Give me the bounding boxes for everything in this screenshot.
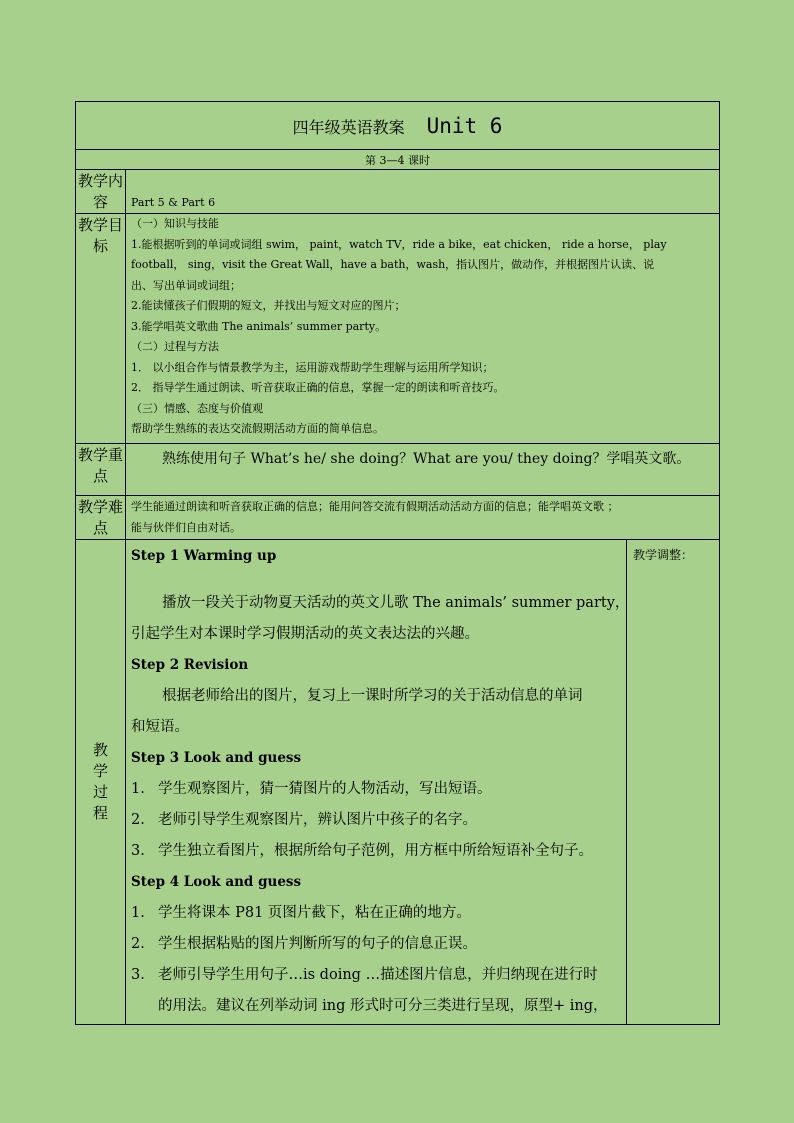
title-row xyxy=(76,102,720,150)
difficulties-line: 能与伙伴们自由对话。 xyxy=(131,520,241,534)
step3-item xyxy=(131,774,626,805)
process-label-text: 教学过程 xyxy=(93,741,109,822)
step1-title: Step 1 Warming up xyxy=(131,548,277,564)
item-number: 2. xyxy=(131,812,145,828)
step2-title: Step 2 Revision xyxy=(131,657,249,673)
step4-item xyxy=(131,960,626,991)
key-points-text xyxy=(126,444,720,496)
lesson-plan-table xyxy=(75,101,720,1025)
item-text: 学生独立看图片，根据所给句子范例，用方框中所给短语补全句子。 xyxy=(158,843,593,859)
title-cell xyxy=(76,102,720,150)
key-points-sentence: 熟练使用句子 What’s he/ she doing？What are you/ they doing？学唱英文歌。 xyxy=(162,451,691,467)
step3-item xyxy=(131,805,626,836)
step3-title: Step 3 Look and guess xyxy=(131,750,302,766)
item-number: 3. xyxy=(131,967,145,983)
objectives-line: 帮助学生熟练的表达交流假期活动方面的简单信息。 xyxy=(131,422,384,435)
process-label xyxy=(76,540,126,1025)
step4-item-continued: 的用法。建议在列举动词 ing 形式时可分三类进行呈现，原型+ ing， xyxy=(158,998,608,1014)
item-text: 学生将课本 P81 页图片截下，粘在正确的地方。 xyxy=(158,905,471,921)
difficulties-row xyxy=(76,496,720,540)
item-number: 3. xyxy=(131,843,145,859)
objectives-line: （二）过程与方法 xyxy=(131,340,219,353)
step1-text: 播放一段关于动物夏天活动的英文儿歌 The animals’ summer party， xyxy=(162,595,630,611)
page-title: 四年级英语教案 xyxy=(292,117,405,137)
objectives-line: 2.能读懂孩子们假期的短文，并找出与短文对应的图片； xyxy=(131,299,406,312)
objectives-line: 2． 指导学生通过朗读、听音获取正确的信息，掌握一定的朗读和听音技巧。 xyxy=(131,381,505,394)
item-number: 1. xyxy=(131,905,145,921)
process-row xyxy=(76,540,720,1025)
item-text: 学生观察图片，猜一猜图片的人物活动，写出短语。 xyxy=(158,781,492,797)
step4-item xyxy=(131,929,626,960)
content-text: Part 5 & Part 6 xyxy=(126,170,720,214)
step2-text: 和短语。 xyxy=(131,719,189,735)
adjust-label: 教学调整： xyxy=(633,548,694,562)
step4-title: Step 4 Look and guess xyxy=(131,874,302,890)
step3-item xyxy=(131,836,626,867)
content-label: 教学内容 xyxy=(76,170,126,214)
unit-label: Unit 6 xyxy=(426,113,503,138)
process-content xyxy=(126,540,630,1025)
step4-item xyxy=(131,898,626,929)
difficulties-label: 教学难点 xyxy=(76,496,126,540)
objectives-line: 3.能学唱英文歌曲 The animals’ summer party。 xyxy=(131,319,387,333)
adjust-column xyxy=(627,540,720,1025)
item-text: 学生根据粘贴的图片判断所写的句子的信息正误。 xyxy=(158,936,477,952)
period-row xyxy=(76,150,720,170)
key-points-row xyxy=(76,444,720,496)
item-number: 2. xyxy=(131,936,145,952)
content-row xyxy=(76,170,720,214)
objectives-line: 1． 以小组合作与情景教学为主，运用游戏帮助学生理解与运用所学知识； xyxy=(131,360,494,374)
objectives-label: 教学目标 xyxy=(76,214,126,444)
objectives-line: （三）情感、态度与价值观 xyxy=(131,401,263,415)
item-number: 1. xyxy=(131,781,145,797)
objectives-line: football， sing，visit the Great Wall，have a bath，wash，指认图片，做动作，并根据图片认读、说 xyxy=(131,258,655,271)
step1-text: 引起学生对本课时学习假期活动的英文表达法的兴趣。 xyxy=(131,626,479,642)
difficulties-text xyxy=(126,496,720,540)
item-text: 老师引导学生观察图片，辨认图片中孩子的名字。 xyxy=(158,812,477,828)
key-points-label: 教学重点 xyxy=(76,444,126,496)
objectives-line: 出、写出单词或词组； xyxy=(131,278,241,292)
difficulties-line: 学生能通过朗读和听音获取正确的信息；能用问答交流有假期活动活动方面的信息；能学唱英文歌 ； xyxy=(131,500,619,513)
objectives-text xyxy=(126,214,720,444)
step2-text: 根据老师给出的图片，复习上一课时所学习的关于活动信息的单词 xyxy=(162,688,583,704)
objectives-line: 1.能根据听到的单词或词组 swim， paint，watch TV，ride a bike，eat chicken， ride a horse， play xyxy=(131,237,667,251)
objectives-row xyxy=(76,214,720,444)
period-cell: 第 3—4 课时 xyxy=(76,150,720,170)
objectives-line: （一）知识与技能 xyxy=(131,217,219,230)
item-text: 老师引导学生用句子…is doing …描述图片信息，并归纳现在进行时 xyxy=(158,967,598,983)
